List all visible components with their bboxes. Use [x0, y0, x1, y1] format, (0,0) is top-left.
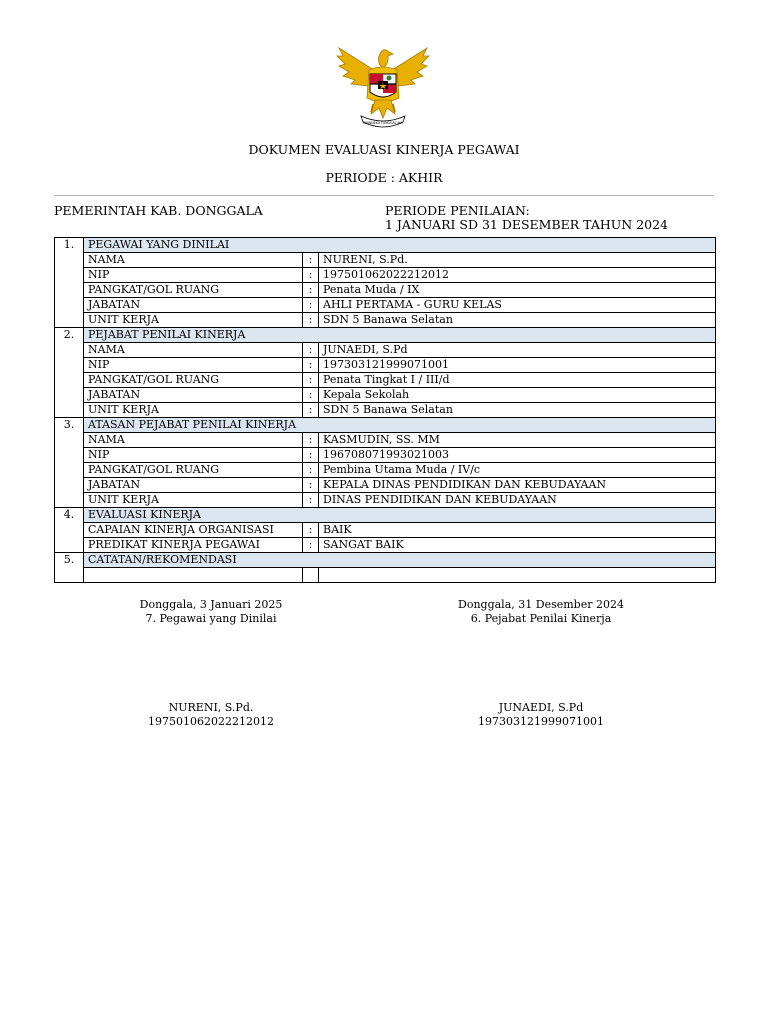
- field-value: SDN 5 Banawa Selatan: [319, 313, 716, 328]
- table-row: [55, 403, 716, 418]
- field-value: KASMUDIN, SS. MM: [319, 433, 716, 448]
- field-separator: :: [303, 538, 319, 553]
- signature-right-role: 6. Pejabat Penilai Kinerja: [470, 612, 612, 625]
- signature-right-date: Donggala, 31 Desember 2024: [458, 598, 624, 611]
- section-header-row: [55, 328, 716, 343]
- field-label: NAMA: [84, 253, 303, 268]
- table-row: [55, 433, 716, 448]
- field-label: NAMA: [84, 343, 303, 358]
- signature-right-nip: 197303121999071001: [478, 715, 604, 728]
- field-value: KEPALA DINAS PENDIDIKAN DAN KEBUDAYAAN: [319, 478, 716, 493]
- field-label: NAMA: [84, 433, 303, 448]
- field-separator: :: [303, 448, 319, 463]
- field-separator: :: [303, 388, 319, 403]
- section-number: 5.: [55, 553, 84, 583]
- emblem-motto: BHINNEKA TUNGGAL IKA: [363, 121, 403, 125]
- signature-left-name: NURENI, S.Pd.: [168, 701, 254, 714]
- field-value: Penata Tingkat I / III/d: [319, 373, 716, 388]
- section-header-row: [55, 553, 716, 568]
- field-label: JABATAN: [84, 298, 303, 313]
- document-period: PERIODE : AKHIR: [325, 170, 443, 185]
- field-label: NIP: [84, 448, 303, 463]
- section-title: PEGAWAI YANG DINILAI: [84, 238, 716, 253]
- section-title: CATATAN/REKOMENDASI: [84, 553, 716, 568]
- section-title: EVALUASI KINERJA: [84, 508, 716, 523]
- field-separator: :: [303, 493, 319, 508]
- table-row: [55, 358, 716, 373]
- signature-right-name: JUNAEDI, S.Pd: [498, 701, 584, 714]
- field-value: Kepala Sekolah: [319, 388, 716, 403]
- table-row: [55, 493, 716, 508]
- document-title: DOKUMEN EVALUASI KINERJA PEGAWAI: [248, 142, 520, 157]
- field-separator: :: [303, 463, 319, 478]
- field-separator: :: [303, 343, 319, 358]
- field-separator: :: [303, 358, 319, 373]
- field-label: PANGKAT/GOL RUANG: [84, 283, 303, 298]
- field-separator: [303, 568, 319, 583]
- field-label: UNIT KERJA: [84, 403, 303, 418]
- table-row: [55, 313, 716, 328]
- signature-left-role: 7. Pegawai yang Dinilai: [145, 612, 277, 625]
- divider: [54, 195, 714, 196]
- section-title: ATASAN PEJABAT PENILAI KINERJA: [84, 418, 716, 433]
- field-value: Penata Muda / IX: [319, 283, 716, 298]
- table-row: [55, 268, 716, 283]
- field-value: 197501062022212012: [319, 268, 716, 283]
- field-label: NIP: [84, 268, 303, 283]
- field-value: SDN 5 Banawa Selatan: [319, 403, 716, 418]
- field-separator: :: [303, 313, 319, 328]
- table-row: [55, 568, 716, 583]
- field-value: DINAS PENDIDIKAN DAN KEBUDAYAAN: [319, 493, 716, 508]
- field-label: NIP: [84, 358, 303, 373]
- field-label: UNIT KERJA: [84, 313, 303, 328]
- garuda-pancasila-emblem-icon: [333, 42, 433, 132]
- field-value: NURENI, S.Pd.: [319, 253, 716, 268]
- signature-left-date: Donggala, 3 Januari 2025: [139, 598, 283, 611]
- section-header-row: [55, 508, 716, 523]
- field-value: 197303121999071001: [319, 358, 716, 373]
- assessment-period-value: 1 JANUARI SD 31 DESEMBER TAHUN 2024: [385, 217, 669, 232]
- field-separator: :: [303, 403, 319, 418]
- section-number: 2.: [55, 328, 84, 418]
- field-label: PANGKAT/GOL RUANG: [84, 463, 303, 478]
- section-title: PEJABAT PENILAI KINERJA: [84, 328, 716, 343]
- table-row: [55, 463, 716, 478]
- field-separator: :: [303, 268, 319, 283]
- field-separator: :: [303, 478, 319, 493]
- field-value: [319, 568, 716, 583]
- field-label: CAPAIAN KINERJA ORGANISASI: [84, 523, 303, 538]
- section-header-row: [55, 418, 716, 433]
- field-value: Pembina Utama Muda / IV/c: [319, 463, 716, 478]
- field-label: PREDIKAT KINERJA PEGAWAI: [84, 538, 303, 553]
- organization-name: PEMERINTAH KAB. DONGGALA: [54, 203, 263, 218]
- section-number: 4.: [55, 508, 84, 553]
- signature-left-nip: 197501062022212012: [148, 715, 274, 728]
- table-row: [55, 538, 716, 553]
- table-row: [55, 478, 716, 493]
- table-row: [55, 373, 716, 388]
- assessment-period-label: PERIODE PENILAIAN:: [385, 203, 530, 218]
- field-separator: :: [303, 283, 319, 298]
- field-value: BAIK: [319, 523, 716, 538]
- table-row: [55, 343, 716, 358]
- section-number: 3.: [55, 418, 84, 508]
- section-number: 1.: [55, 238, 84, 328]
- evaluation-table: [54, 237, 716, 583]
- table-row: [55, 298, 716, 313]
- field-label: JABATAN: [84, 388, 303, 403]
- field-label: [84, 568, 303, 583]
- field-value: JUNAEDI, S.Pd: [319, 343, 716, 358]
- field-value: 196708071993021003: [319, 448, 716, 463]
- field-value: SANGAT BAIK: [319, 538, 716, 553]
- field-label: UNIT KERJA: [84, 493, 303, 508]
- field-separator: :: [303, 253, 319, 268]
- table-row: [55, 253, 716, 268]
- field-value: AHLI PERTAMA - GURU KELAS: [319, 298, 716, 313]
- table-row: [55, 523, 716, 538]
- field-separator: :: [303, 298, 319, 313]
- table-row: [55, 283, 716, 298]
- field-label: PANGKAT/GOL RUANG: [84, 373, 303, 388]
- field-separator: :: [303, 373, 319, 388]
- field-label: JABATAN: [84, 478, 303, 493]
- table-row: [55, 448, 716, 463]
- field-separator: :: [303, 433, 319, 448]
- section-header-row: [55, 238, 716, 253]
- field-separator: :: [303, 523, 319, 538]
- table-row: [55, 388, 716, 403]
